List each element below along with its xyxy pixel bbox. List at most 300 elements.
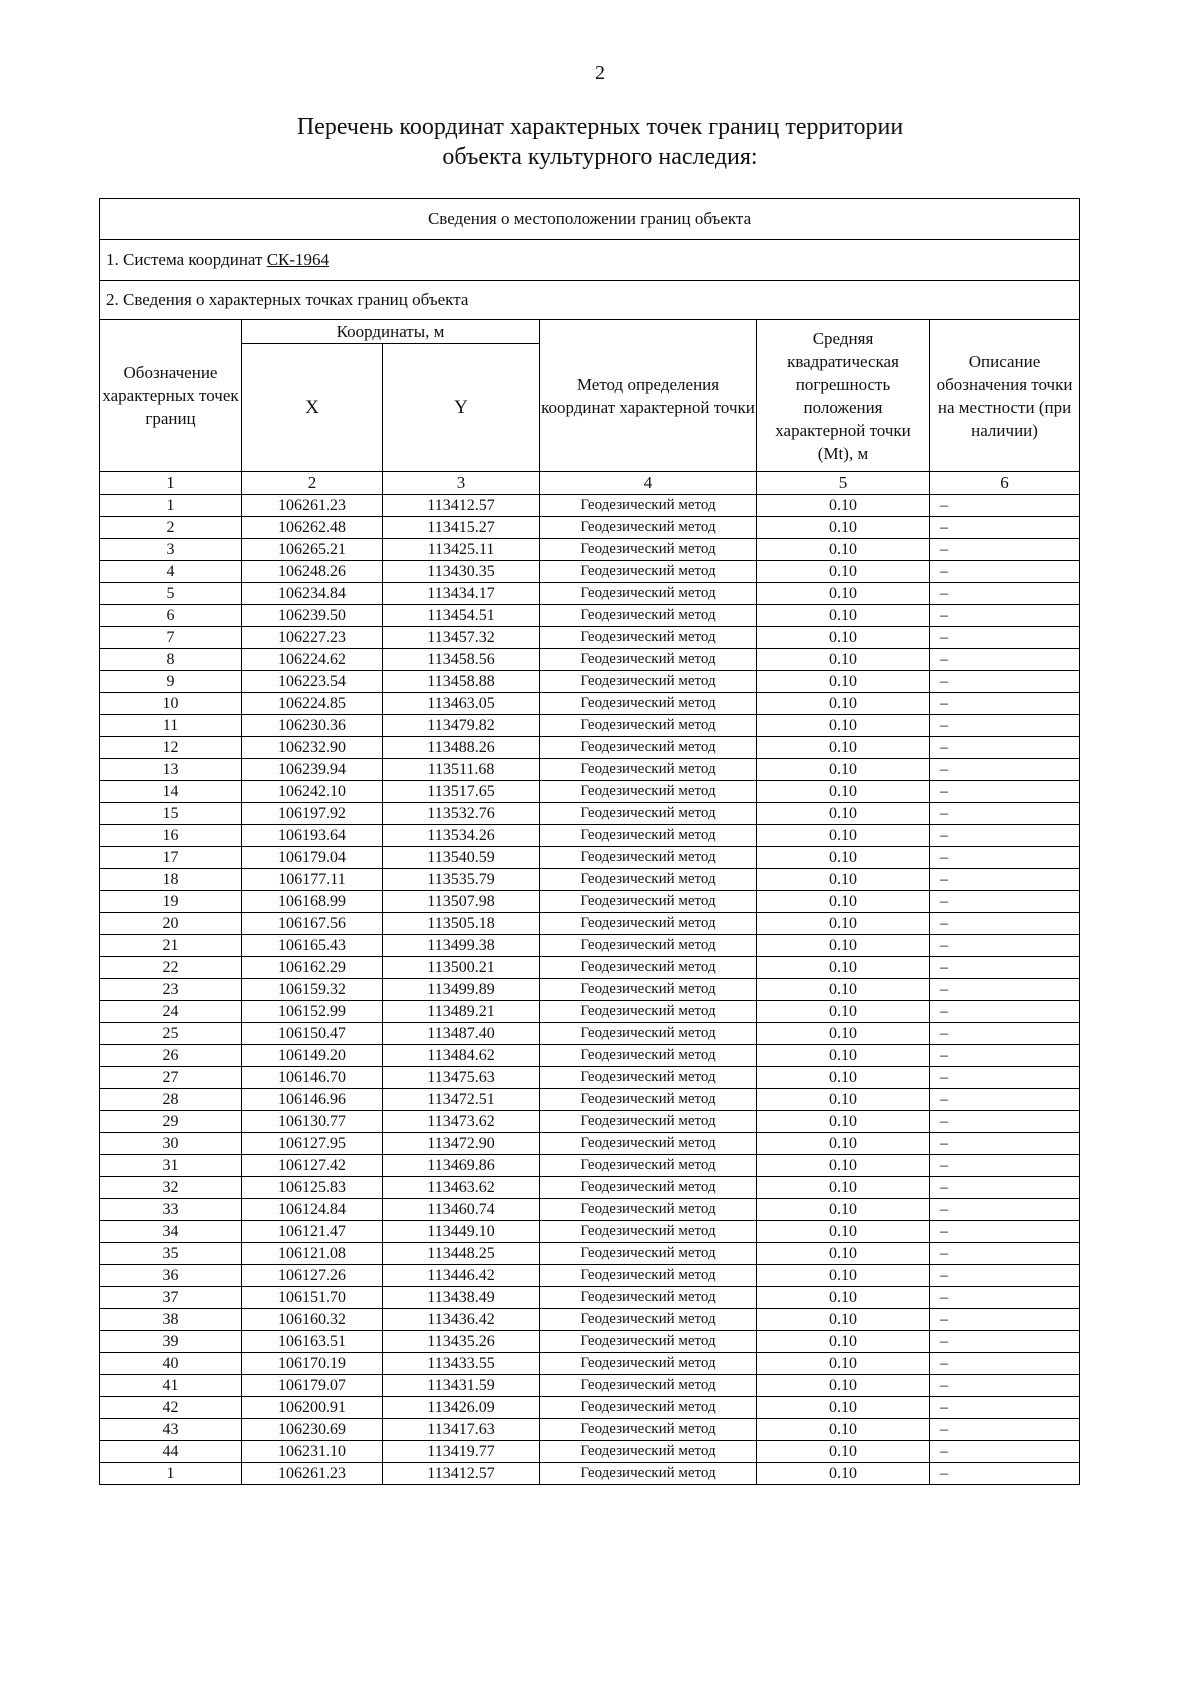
coord-x: 106165.43 [242,935,383,957]
method: Геодезический метод [540,539,757,561]
coord-x: 106234.84 [242,583,383,605]
header-coordinates: Координаты, м [242,320,540,344]
method: Геодезический метод [540,1309,757,1331]
error-value: 0.10 [757,1353,930,1375]
description: – [930,891,1080,913]
description: – [930,1331,1080,1353]
description: – [930,957,1080,979]
table-row [100,1221,1080,1243]
point-id: 17 [100,847,242,869]
error-value: 0.10 [757,781,930,803]
coord-y: 113479.82 [383,715,540,737]
error-value: 0.10 [757,1001,930,1023]
error-value: 0.10 [757,1221,930,1243]
point-id: 8 [100,649,242,671]
table-row [100,781,1080,803]
coord-x: 106248.26 [242,561,383,583]
error-value: 0.10 [757,979,930,1001]
method: Геодезический метод [540,1155,757,1177]
coord-y: 113535.79 [383,869,540,891]
point-id: 31 [100,1155,242,1177]
table-row [100,1397,1080,1419]
description: – [930,825,1080,847]
coord-x: 106168.99 [242,891,383,913]
description: – [930,1001,1080,1023]
point-id: 28 [100,1089,242,1111]
header-designation: Обозначение характерных точек границ [100,320,242,472]
table-row [100,1045,1080,1067]
error-value: 0.10 [757,869,930,891]
table-row [100,803,1080,825]
coord-x: 106121.47 [242,1221,383,1243]
description: – [930,737,1080,759]
method: Геодезический метод [540,913,757,935]
point-id: 41 [100,1375,242,1397]
error-value: 0.10 [757,1199,930,1221]
error-value: 0.10 [757,1155,930,1177]
description: – [930,1375,1080,1397]
coord-y: 113412.57 [383,495,540,517]
coord-x: 106230.69 [242,1419,383,1441]
coord-y: 113434.17 [383,583,540,605]
coord-y: 113415.27 [383,517,540,539]
coord-y: 113487.40 [383,1023,540,1045]
error-value: 0.10 [757,1023,930,1045]
description: – [930,1309,1080,1331]
coord-x: 106223.54 [242,671,383,693]
description: – [930,913,1080,935]
point-id: 43 [100,1419,242,1441]
method: Геодезический метод [540,627,757,649]
error-value: 0.10 [757,935,930,957]
description: – [930,1265,1080,1287]
coord-y: 113488.26 [383,737,540,759]
coord-y: 113436.42 [383,1309,540,1331]
method: Геодезический метод [540,847,757,869]
table-row [100,1199,1080,1221]
coord-x: 106224.85 [242,693,383,715]
method: Геодезический метод [540,1243,757,1265]
error-value: 0.10 [757,737,930,759]
description: – [930,1397,1080,1419]
point-id: 26 [100,1045,242,1067]
table-row [100,759,1080,781]
point-id: 11 [100,715,242,737]
point-id: 4 [100,561,242,583]
coord-y: 113463.62 [383,1177,540,1199]
coord-x: 106239.50 [242,605,383,627]
description: – [930,781,1080,803]
description: – [930,1067,1080,1089]
coord-x: 106239.94 [242,759,383,781]
coord-y: 113454.51 [383,605,540,627]
coord-x: 106262.48 [242,517,383,539]
error-value: 0.10 [757,1397,930,1419]
description: – [930,561,1080,583]
title-line-2: объекта культурного наследия: [442,144,758,170]
coord-y: 113532.76 [383,803,540,825]
table-row [100,627,1080,649]
method: Геодезический метод [540,1221,757,1243]
description: – [930,935,1080,957]
table-row [100,1419,1080,1441]
page-number: 2 [595,62,605,84]
description: – [930,495,1080,517]
description: – [930,1089,1080,1111]
coord-x: 106193.64 [242,825,383,847]
method: Геодезический метод [540,671,757,693]
header-error: Средняя квадратическая погрешность положения характерной точки (Mt), м [757,320,930,472]
description: – [930,627,1080,649]
coord-y: 113438.49 [383,1287,540,1309]
table-row [100,1331,1080,1353]
description: – [930,1243,1080,1265]
description: – [930,1155,1080,1177]
error-value: 0.10 [757,649,930,671]
method: Геодезический метод [540,1331,757,1353]
coord-y: 113448.25 [383,1243,540,1265]
coord-y: 113484.62 [383,1045,540,1067]
column-number: 2 [242,472,383,495]
point-id: 40 [100,1353,242,1375]
point-id: 13 [100,759,242,781]
error-value: 0.10 [757,671,930,693]
table-row [100,913,1080,935]
column-number: 5 [757,472,930,495]
point-id: 12 [100,737,242,759]
table-row [100,605,1080,627]
point-id: 37 [100,1287,242,1309]
description: – [930,1045,1080,1067]
point-id: 5 [100,583,242,605]
error-value: 0.10 [757,825,930,847]
error-value: 0.10 [757,957,930,979]
title-line-1: Перечень координат характерных точек границ территории [296,114,904,140]
error-value: 0.10 [757,1111,930,1133]
error-value: 0.10 [757,627,930,649]
coord-y: 113460.74 [383,1199,540,1221]
method: Геодезический метод [540,1177,757,1199]
table-row [100,1353,1080,1375]
description: – [930,1463,1080,1485]
coord-x: 106150.47 [242,1023,383,1045]
method: Геодезический метод [540,1265,757,1287]
section-title: Сведения о местоположении границ объекта [100,199,1080,240]
description: – [930,1133,1080,1155]
point-id: 35 [100,1243,242,1265]
table-row [100,1133,1080,1155]
description: – [930,671,1080,693]
point-id: 19 [100,891,242,913]
error-value: 0.10 [757,891,930,913]
description: – [930,1441,1080,1463]
method: Геодезический метод [540,649,757,671]
description: – [930,1023,1080,1045]
coord-x: 106160.32 [242,1309,383,1331]
coord-x: 106227.23 [242,627,383,649]
table-row [100,737,1080,759]
point-id: 15 [100,803,242,825]
coord-x: 106159.32 [242,979,383,1001]
point-id: 25 [100,1023,242,1045]
error-value: 0.10 [757,715,930,737]
error-value: 0.10 [757,913,930,935]
coord-x: 106230.36 [242,715,383,737]
point-id: 18 [100,869,242,891]
description: – [930,847,1080,869]
error-value: 0.10 [757,1265,930,1287]
error-value: 0.10 [757,1375,930,1397]
coord-x: 106231.10 [242,1441,383,1463]
error-value: 0.10 [757,583,930,605]
description: – [930,1221,1080,1243]
description: – [930,1199,1080,1221]
header-x: X [242,344,383,472]
table-row [100,583,1080,605]
coord-x: 106170.19 [242,1353,383,1375]
error-value: 0.10 [757,1287,930,1309]
header-description: Описание обозначения точки на местности (при наличии) [930,320,1080,472]
point-id: 14 [100,781,242,803]
description: – [930,979,1080,1001]
error-value: 0.10 [757,1177,930,1199]
coord-y: 113457.32 [383,627,540,649]
point-id: 36 [100,1265,242,1287]
error-value: 0.10 [757,1331,930,1353]
coord-x: 106127.26 [242,1265,383,1287]
coordinates-table [99,198,1080,1485]
error-value: 0.10 [757,1309,930,1331]
point-id: 39 [100,1331,242,1353]
coord-y: 113458.56 [383,649,540,671]
method: Геодезический метод [540,1133,757,1155]
method: Геодезический метод [540,1001,757,1023]
coord-x: 106151.70 [242,1287,383,1309]
coord-y: 113433.55 [383,1353,540,1375]
column-number: 6 [930,472,1080,495]
method: Геодезический метод [540,1023,757,1045]
error-value: 0.10 [757,1419,930,1441]
coord-x: 106265.21 [242,539,383,561]
error-value: 0.10 [757,1243,930,1265]
description: – [930,1287,1080,1309]
method: Геодезический метод [540,759,757,781]
coord-x: 106177.11 [242,869,383,891]
coord-y: 113472.90 [383,1133,540,1155]
description: – [930,1111,1080,1133]
point-id: 30 [100,1133,242,1155]
table-row [100,1463,1080,1485]
coord-x: 106163.51 [242,1331,383,1353]
coord-x: 106152.99 [242,1001,383,1023]
coord-x: 106242.10 [242,781,383,803]
table-row [100,847,1080,869]
method: Геодезический метод [540,935,757,957]
point-id: 20 [100,913,242,935]
method: Геодезический метод [540,1089,757,1111]
method: Геодезический метод [540,1419,757,1441]
description: – [930,1419,1080,1441]
error-value: 0.10 [757,1441,930,1463]
table-row [100,1155,1080,1177]
error-value: 0.10 [757,847,930,869]
coordinate-system-value: СК-1964 [266,250,330,269]
point-id: 22 [100,957,242,979]
document-title [0,112,1200,172]
description: – [930,539,1080,561]
table-row [100,1243,1080,1265]
coord-y: 113507.98 [383,891,540,913]
table-row [100,539,1080,561]
table-row [100,825,1080,847]
point-id: 6 [100,605,242,627]
coord-y: 113430.35 [383,561,540,583]
coord-x: 106179.04 [242,847,383,869]
coord-y: 113469.86 [383,1155,540,1177]
table-row [100,693,1080,715]
method: Геодезический метод [540,869,757,891]
description: – [930,869,1080,891]
point-id: 44 [100,1441,242,1463]
coord-y: 113431.59 [383,1375,540,1397]
point-id: 10 [100,693,242,715]
coord-y: 113419.77 [383,1441,540,1463]
coord-x: 106121.08 [242,1243,383,1265]
error-value: 0.10 [757,759,930,781]
method: Геодезический метод [540,1463,757,1485]
coord-y: 113472.51 [383,1089,540,1111]
header-method: Метод определения координат характерной точки [540,320,757,472]
coord-x: 106130.77 [242,1111,383,1133]
point-id: 2 [100,517,242,539]
description: – [930,605,1080,627]
error-value: 0.10 [757,1045,930,1067]
method: Геодезический метод [540,803,757,825]
point-id: 32 [100,1177,242,1199]
error-value: 0.10 [757,803,930,825]
table-row [100,1067,1080,1089]
coord-x: 106124.84 [242,1199,383,1221]
description: – [930,649,1080,671]
description: – [930,1353,1080,1375]
point-id: 7 [100,627,242,649]
coord-x: 106167.56 [242,913,383,935]
coord-y: 113475.63 [383,1067,540,1089]
coordinate-system-label: 1. Система координат [106,250,267,269]
coord-y: 113511.68 [383,759,540,781]
coord-y: 113435.26 [383,1331,540,1353]
coord-x: 106125.83 [242,1177,383,1199]
method: Геодезический метод [540,1111,757,1133]
method: Геодезический метод [540,583,757,605]
error-value: 0.10 [757,517,930,539]
error-value: 0.10 [757,561,930,583]
method: Геодезический метод [540,1375,757,1397]
coord-x: 106146.96 [242,1089,383,1111]
coord-x: 106261.23 [242,495,383,517]
error-value: 0.10 [757,605,930,627]
method: Геодезический метод [540,957,757,979]
method: Геодезический метод [540,825,757,847]
coord-y: 113417.63 [383,1419,540,1441]
method: Геодезический метод [540,1441,757,1463]
coord-x: 106127.42 [242,1155,383,1177]
table-row [100,935,1080,957]
point-id: 38 [100,1309,242,1331]
table-row [100,1287,1080,1309]
method: Геодезический метод [540,1045,757,1067]
point-id: 29 [100,1111,242,1133]
coord-x: 106162.29 [242,957,383,979]
point-id: 24 [100,1001,242,1023]
description: – [930,1177,1080,1199]
coord-y: 113458.88 [383,671,540,693]
point-id: 42 [100,1397,242,1419]
method: Геодезический метод [540,1287,757,1309]
description: – [930,517,1080,539]
coord-y: 113499.89 [383,979,540,1001]
point-id: 34 [100,1221,242,1243]
table-row [100,1265,1080,1287]
method: Геодезический метод [540,781,757,803]
description: – [930,759,1080,781]
point-id: 3 [100,539,242,561]
method: Геодезический метод [540,1199,757,1221]
point-id: 1 [100,1463,242,1485]
coordinate-system [100,240,1080,281]
description: – [930,803,1080,825]
method: Геодезический метод [540,715,757,737]
table-row [100,649,1080,671]
table-row [100,1309,1080,1331]
coord-y: 113425.11 [383,539,540,561]
method: Геодезический метод [540,517,757,539]
coord-y: 113500.21 [383,957,540,979]
coord-x: 106127.95 [242,1133,383,1155]
coord-x: 106261.23 [242,1463,383,1485]
coord-y: 113446.42 [383,1265,540,1287]
error-value: 0.10 [757,693,930,715]
table-row [100,1111,1080,1133]
table-row [100,869,1080,891]
error-value: 0.10 [757,539,930,561]
coord-y: 113473.62 [383,1111,540,1133]
table-row [100,561,1080,583]
method: Геодезический метод [540,561,757,583]
table-row [100,1089,1080,1111]
error-value: 0.10 [757,1463,930,1485]
coord-x: 106179.07 [242,1375,383,1397]
table-row [100,517,1080,539]
point-id: 16 [100,825,242,847]
coord-y: 113463.05 [383,693,540,715]
table-row [100,495,1080,517]
table-row [100,715,1080,737]
method: Геодезический метод [540,693,757,715]
table-row [100,671,1080,693]
method: Геодезический метод [540,1397,757,1419]
table-row [100,957,1080,979]
point-id: 33 [100,1199,242,1221]
coord-x: 106146.70 [242,1067,383,1089]
coord-x: 106232.90 [242,737,383,759]
description: – [930,715,1080,737]
error-value: 0.10 [757,1067,930,1089]
point-id: 1 [100,495,242,517]
description: – [930,693,1080,715]
coord-y: 113426.09 [383,1397,540,1419]
error-value: 0.10 [757,1089,930,1111]
